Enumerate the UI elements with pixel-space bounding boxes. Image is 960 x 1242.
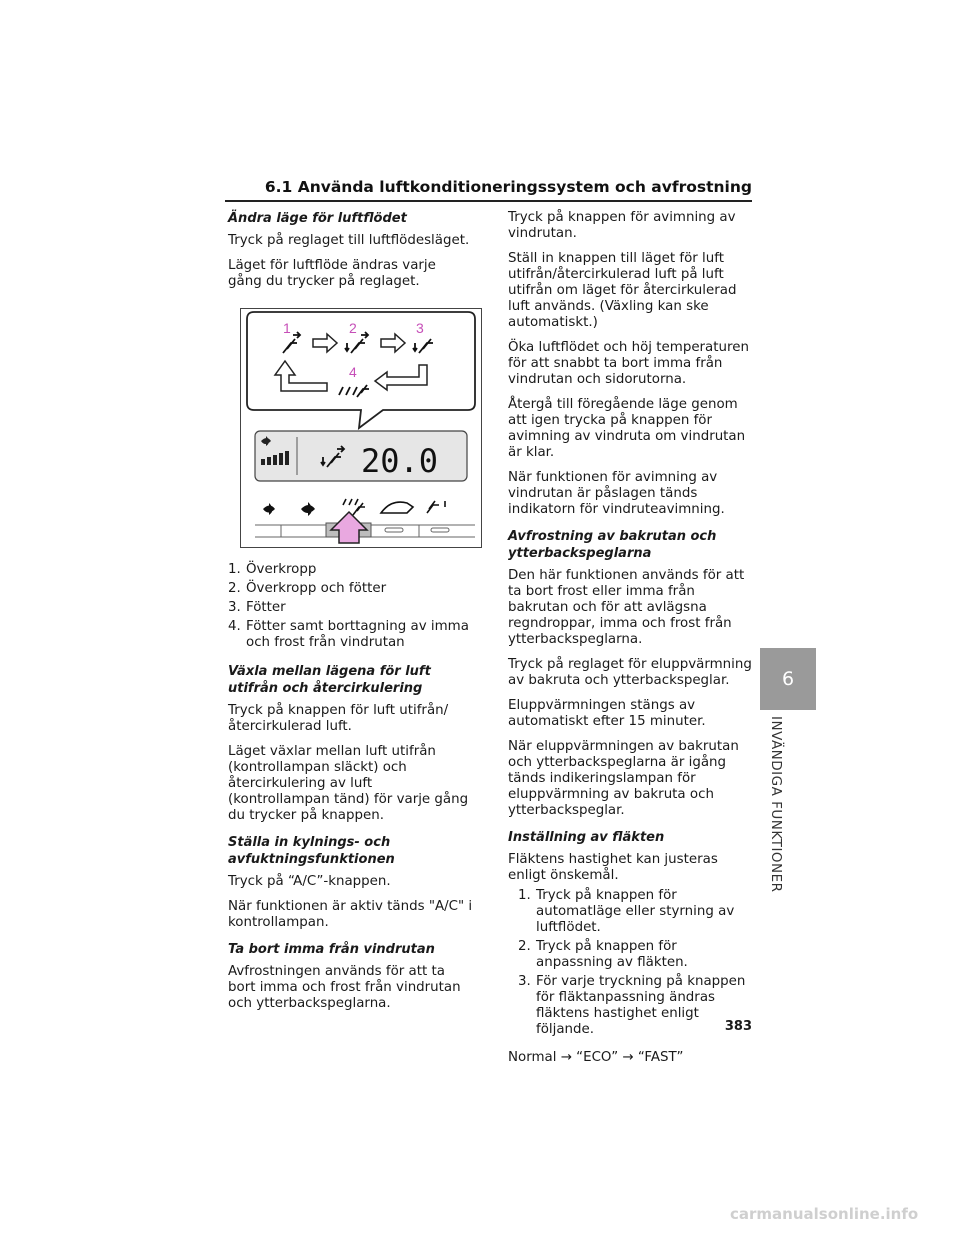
paragraph: Fläktens hastighet kan justeras enligt önskemål. bbox=[508, 852, 718, 883]
paragraph: Tryck på “A/C”-knappen. bbox=[228, 874, 391, 889]
seat-mode-icon bbox=[427, 501, 445, 513]
paragraph: Återgå till föregående läge genom att igen trycka på knappen för avimning av vindruta om vindrutan är klar. bbox=[508, 397, 746, 460]
list-item: 1. Tryck på knappen för automatläge eller styrning av luftflödet. bbox=[518, 888, 735, 935]
paragraph: När funktionen är aktiv tänds "A/C" i kontrollampan. bbox=[228, 899, 473, 930]
paragraph: Avfrostningen används för att ta bort imma och frost från vindrutan och ytterbackspeglarna. bbox=[228, 964, 461, 1011]
fan-speed-sequence: Normal → “ECO” → “FAST” bbox=[508, 1050, 684, 1065]
paragraph: Den här funktionen används för att ta bort frost eller imma från bakrutan och för att avlägsna regndroppar, imma och frost från ytterbackspeglarna. bbox=[508, 568, 745, 647]
list-item: 2. Tryck på knappen för anpassning av fläkten. bbox=[518, 939, 688, 970]
fan-steps-list bbox=[518, 888, 753, 1038]
list-item: 4. Fötter samt borttagning av imma och frost från vindrutan bbox=[228, 619, 469, 650]
airflow-mode-button-icon bbox=[343, 499, 365, 515]
recirculation-icon bbox=[381, 502, 413, 513]
right-column bbox=[508, 210, 753, 1075]
paragraph: Ställ in knappen till läget för luft utifrån/återcirkulerad luft på luft utifrån om läget för återcirkulerad luft används. (Växling kan ske automatiskt.) bbox=[508, 251, 737, 330]
section-heading-cooling: Ställa in kylnings- och avfuktningsfunktionen bbox=[228, 835, 395, 867]
paragraph: Öka luftflödet och höj temperaturen för att snabbt ta bort imma från vindrutan och sidorutorna. bbox=[508, 340, 749, 387]
paragraph: Eluppvärmningen stängs av automatiskt efter 15 minuter. bbox=[508, 698, 706, 729]
list-item: 2. Överkropp och fötter bbox=[228, 581, 387, 596]
airflow-mode-list bbox=[228, 562, 473, 651]
paragraph: Tryck på knappen för luft utifrån/ återcirkulerad luft. bbox=[228, 703, 449, 734]
chapter-side-label: INVÄNDIGA FUNKTIONER bbox=[768, 716, 784, 893]
mode-label-4: 4 bbox=[349, 364, 357, 380]
section-heading-recirculation: Växla mellan lägena för luft utifrån och återcirkulering bbox=[228, 664, 431, 696]
mode-label-1: 1 bbox=[283, 320, 291, 336]
page-number: 383 bbox=[724, 1019, 752, 1034]
airflow-mode-figure bbox=[240, 308, 482, 548]
section-heading-fan: Inställning av fläkten bbox=[508, 830, 665, 845]
chapter-number: 6 bbox=[781, 668, 795, 690]
paragraph: Tryck på reglaget till luftflödesläget. bbox=[228, 233, 470, 248]
temperature-readout: 20.0 bbox=[361, 442, 439, 480]
climate-panel-illustration bbox=[241, 309, 481, 547]
chapter-tab bbox=[760, 648, 816, 710]
paragraph: När funktionen för avimning av vindrutan är påslagen tänds indikatorn för vindruteavimning. bbox=[508, 470, 725, 517]
list-item: 3. För varje tryckning på knappen för fläktanpassning ändras fläktens hastighet enligt följande. bbox=[518, 974, 746, 1037]
press-indicator-arrow bbox=[331, 512, 367, 543]
section-heading-airflow: Ändra läge för luftflödet bbox=[228, 211, 407, 226]
header-rule bbox=[225, 200, 752, 202]
list-item: 3. Fötter bbox=[228, 600, 286, 615]
watermark: carmanualsonline.info bbox=[730, 1205, 919, 1223]
button-slot bbox=[385, 528, 403, 532]
paragraph: Läget för luftflöde ändras varje gång du trycker på reglaget. bbox=[228, 258, 436, 289]
left-column bbox=[228, 210, 473, 1021]
mode-label-2: 2 bbox=[349, 320, 357, 336]
paragraph: Läget växlar mellan luft utifrån (kontrollampan släckt) och återcirkulering av luft (kontrollampan tänd) för varje gång du trycker på knappen. bbox=[228, 744, 469, 823]
list-item: 1. Överkropp bbox=[228, 562, 317, 577]
fan-up-icon bbox=[301, 502, 315, 516]
section-heading-rear-defrost: Avfrostning av bakrutan och ytterbackspeglarna bbox=[508, 529, 717, 561]
fan-down-icon bbox=[263, 503, 275, 515]
chapter-header: 6.1 Använda luftkonditioneringssystem och avfrostning bbox=[264, 178, 752, 196]
paragraph: När eluppvärmningen av bakrutan och ytterbackspeglarna är igång tänds indikeringslampan för eluppvärmning av bakruta och ytterbackspeglar. bbox=[508, 739, 739, 818]
mode-label-3: 3 bbox=[416, 320, 424, 336]
button-slot bbox=[431, 528, 449, 532]
paragraph: Tryck på knappen för avimning av vindrutan. bbox=[508, 210, 736, 241]
section-heading-defog: Ta bort imma från vindrutan bbox=[228, 942, 435, 957]
paragraph: Tryck på reglaget för eluppvärmning av bakruta och ytterbackspeglar. bbox=[508, 657, 752, 688]
